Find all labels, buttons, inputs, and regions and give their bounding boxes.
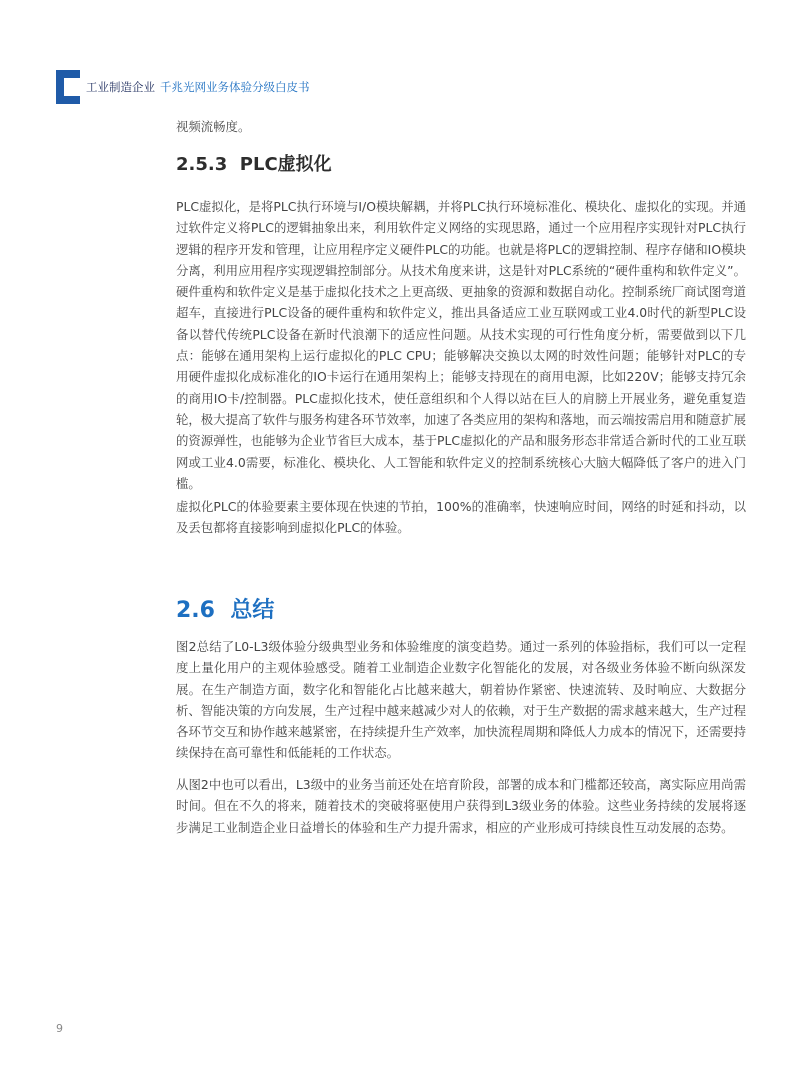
header-doc-title: 千兆光网业务体验分级白皮书 xyxy=(160,80,310,94)
header-org: 工业制造企业 xyxy=(86,80,155,94)
running-header xyxy=(86,80,310,94)
paragraph-plc-virtualization: PLC虚拟化，是将PLC执行环境与I/O模块解耦，并将PLC执行环境标准化、模块化、虚拟化的实现。并通过软件定义将PLC的逻辑抽象出来，利用软件定义网络的实现思路，通过一个应用程序实现针对PLC执行逻辑的程序开发和管理，让应用程序定义硬件PLC的功能。也就是将PLC的逻辑控制、程序存储和IO模块分离，利用应用程序实现逻辑控制部分。从技术角度来讲，这是针对PLC系统的“硬件重构和软件定义”。硬件重构和软件定义是基于虚拟化技术之上更高级、更抽象的资源和数据自动化。控制系统厂商试图弯道超车，直接进行PLC设备的硬件重构和软件定义，推出具备适应工业互联网或工业4.0时代的新型PLC设备以替代传统PLC设备在新时代浪潮下的适应性问题。从技术实现的可行性角度分析，需要做到以下几点：能够在通用架构上运行虚拟化的PLC CPU；能够解决交换以太网的时效性问题；能够针对PLC的专用硬件虚拟化成标准化的IO卡运行在通用架构上；能够支持现在的商用电源，比如220V；能够支持冗余的商用IO卡/控制器。PLC虚拟化技术，使任意组织和个人得以站在巨人的肩膀上开展业务，避免重复造轮，极大提高了软件与服务构建各环节效率，加速了各类应用的架构和落地，而云端按需启用和随意扩展的资源弹性，也能够为企业节省巨大成本，基于PLC虚拟化的产品和服务形态非常适合新时代的工业互联网或工业4.0需要，标准化、模块化、人工智能和软件定义的控制系统核心大脑大幅降低了客户的进入门槛。 xyxy=(176,199,746,491)
section-heading-2-5-3 xyxy=(176,150,332,176)
paragraph-summary-outlook: 从图2中也可以看出，L3级中的业务当前还处在培育阶段，部署的成本和门槛都还较高，离实际应用尚需时间。但在不久的将来，随着技术的突破将驱使用户获得到L3级业务的体验。这些业务持续的发展将逐步满足工业制造企业日益增长的体验和生产力提升需求，相应的产业形成可持续良性互动发展的态势。 xyxy=(176,777,746,835)
paragraph-virtual-plc-experience: 虚拟化PLC的体验要素主要体现在快速的节拍，100%的准确率，快速响应时间，网络的时延和抖动，以及丢包都将直接影响到虚拟化PLC的体验。 xyxy=(176,499,746,536)
section-title: 总结 xyxy=(230,598,275,623)
bracket-logo-icon xyxy=(56,70,80,104)
section-number: 2.6 xyxy=(176,598,215,623)
section-number: 2.5.3 xyxy=(176,154,228,175)
section-heading-2-6 xyxy=(176,593,274,624)
paragraph-summary-trend: 图2总结了L0-L3级体验分级典型业务和体验维度的演变趋势。通过一系列的体验指标，我们可以一定程度上量化用户的主观体验感受。随着工业制造企业数字化智能化的发展，对各级业务体验不断向纵深发展。在生产制造方面，数字化和智能化占比越来越大，朝着协作紧密、快速流转、及时响应、大数据分析、智能决策的方向发展，生产过程中越来越减少对人的依赖，对于生产数据的需求越来越大，生产过程各环节交互和协作越来越紧密，在持续提升生产效率，加快流程周期和降低人力成本的情况下，还需要持续保持在高可靠性和低能耗的工作状态。 xyxy=(176,639,746,761)
section-title: PLC虚拟化 xyxy=(239,154,332,175)
continuation-text: 视频流畅度。 xyxy=(176,119,251,134)
page-number: 9 xyxy=(56,1022,63,1035)
